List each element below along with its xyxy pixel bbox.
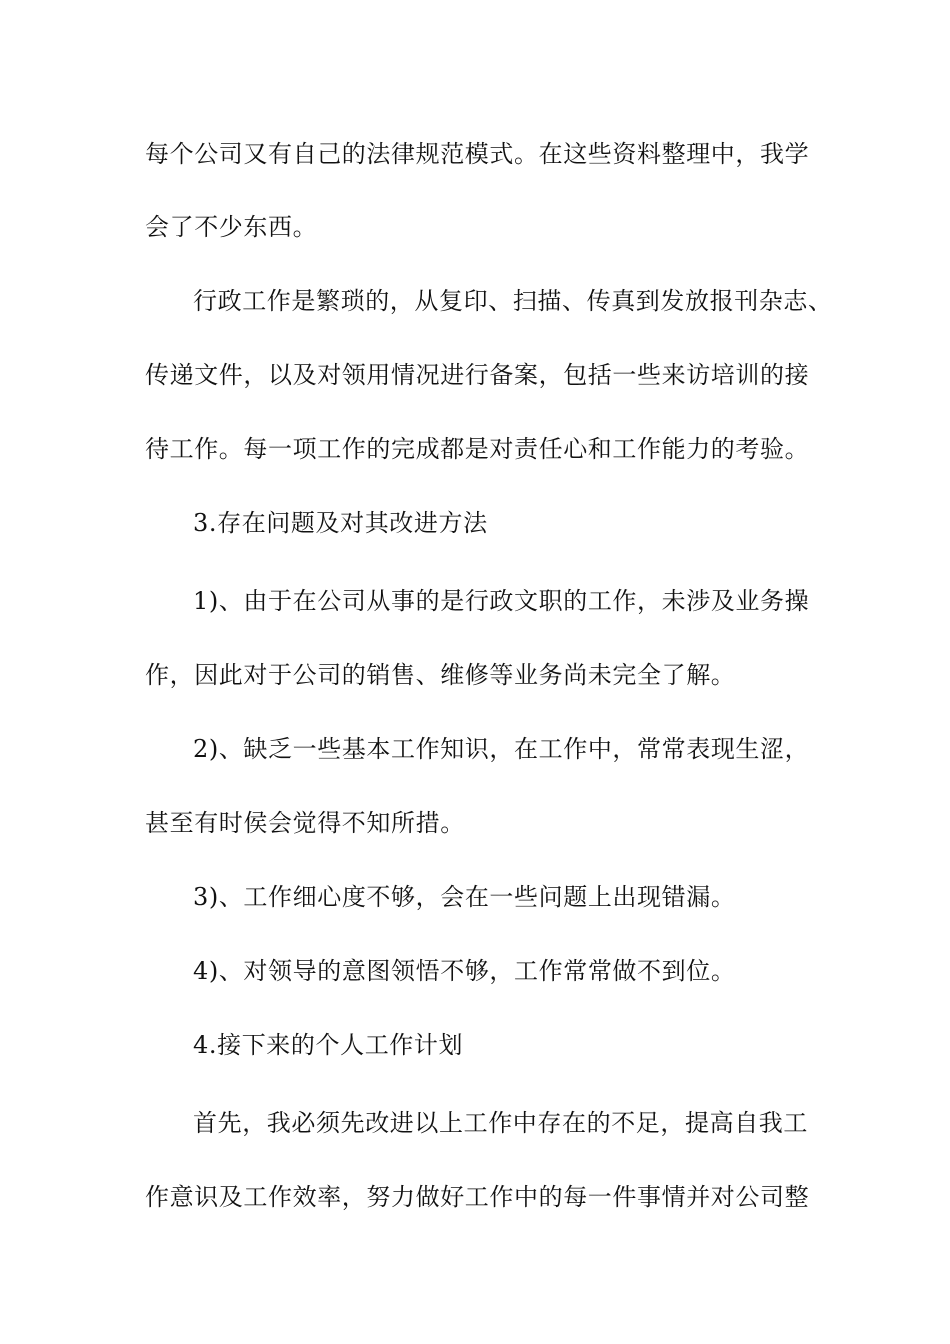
text-line: 2)、缺乏一些基本工作知识，在工作中，常常表现生涩， [193,735,810,763]
text-line: 甚至有时侯会觉得不知所措。 [145,809,465,837]
text-line: 待工作。每一项工作的完成都是对责任心和工作能力的考验。 [145,435,810,463]
text-line: 4)、对领导的意图领悟不够，工作常常做不到位。 [193,957,736,985]
text-line: 1)、由于在公司从事的是行政文职的工作，未涉及业务操 [193,587,810,615]
text-line: 3)、工作细心度不够，会在一些问题上出现错漏。 [193,883,736,911]
text-line: 会了不少东西。 [145,213,318,241]
text-line: 传递文件，以及对领用情况进行备案，包括一些来访培训的接 [145,361,810,389]
text-line: 作意识及工作效率，努力做好工作中的每一件事情并对公司整 [145,1183,810,1211]
text-line: 作，因此对于公司的销售、维修等业务尚未完全了解。 [145,661,736,689]
section-heading: 4.接下来的个人工作计划 [193,1031,464,1059]
text-line: 行政工作是繁琐的，从复印、扫描、传真到发放报刊杂志、 [193,287,833,315]
section-heading: 3.存在问题及对其改进方法 [193,509,488,537]
text-line: 首先，我必须先改进以上工作中存在的不足，提高自我工 [193,1109,808,1137]
text-line: 每个公司又有自己的法律规范模式。在这些资料整理中，我学 [145,140,810,168]
